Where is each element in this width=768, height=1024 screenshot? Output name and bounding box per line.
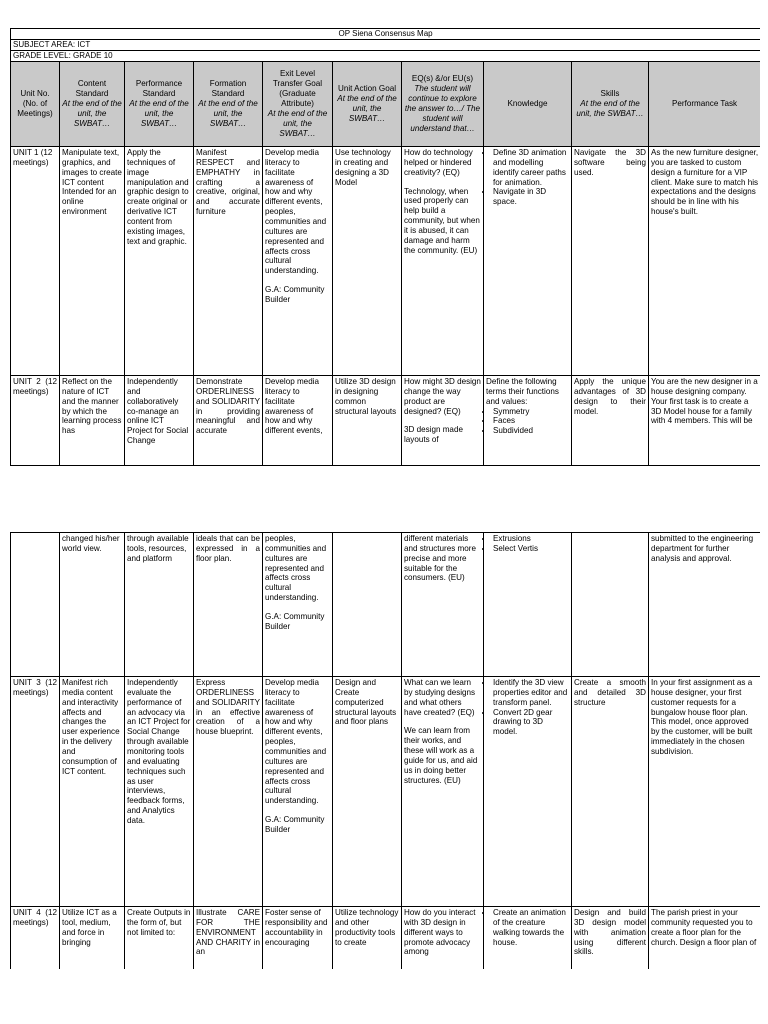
unit-3-performance: Independently evaluate the performance of an advocacy via an ICT Project for Social Change through available monitoring tools and evaluating techniques such as user interviews, feedback forms, and Analytics data. <box>125 677 194 907</box>
unit-4-task: The parish priest in your community requested you to create a floor plan for the church. Design a floor plan of <box>649 907 761 970</box>
unit-2-content-b: changed his/her world view. <box>60 533 125 677</box>
unit-3-formation: Express ORDERLINESS and SOLIDARITY in an effective creation of a house blueprint. <box>194 677 263 907</box>
unit-1-knowledge <box>484 147 572 376</box>
unit-1-task: As the new furniture designer, you are tasked to custom design a furniture for a VIP client. Make sure to match his expectations and the designs should be in line with his house's built. <box>649 147 761 376</box>
list-item: • Symmetry <box>493 407 569 417</box>
unit-3-exit: Develop media literacy to facilitate awareness of how and why different events, peoples, communities and cultures are represented and affects cross cultural understanding. G.A: Community Builder <box>263 677 333 907</box>
unit-1-action: Use technology in creating and designing a 3D Model <box>333 147 402 376</box>
unit-1-performance: Apply the techniques of image manipulation and graphic design to create original or derivative ICT content from existing images, text and graphic. <box>125 147 194 376</box>
unit-2-task-a: You are the new designer in a house designing company. Your first task is to create a 3D Model house for a family with 4 members. This will be <box>649 376 761 466</box>
unit-2-task-b: submitted to the engineering department for further analysis and approval. <box>649 533 761 677</box>
list-item: • Convert 2D gear drawing to 3D model. <box>493 708 569 738</box>
unit-1-skills: Navigate the 3D software being used. <box>572 147 649 376</box>
unit-2-knowledge-b <box>484 533 572 677</box>
page-2 <box>10 532 760 969</box>
unit-2-performance-b: through available tools, resources, and platform <box>125 533 194 677</box>
unit-1-row <box>11 147 761 376</box>
list-item: • Identify the 3D view properties editor and transform panel. <box>493 678 569 708</box>
consensus-map-table-page-2 <box>10 532 760 969</box>
unit-2-exit-b: peoples, communities and cultures are represented and affects cross cultural understanding. G.A: Community Builder <box>263 533 333 677</box>
unit-3-eq-eu: What can we learn by studying designs and what others have created? (EQ) We can learn from their works, and these will work as a guide for us, and aid us in doing better structures. (EU) <box>402 677 484 907</box>
unit-2-formation-b: ideals that can be expressed in a floor plan. <box>194 533 263 677</box>
unit-4-performance: Create Outputs in the form of, but not limited to: <box>125 907 194 970</box>
unit-3-action: Design and Create computerized structural layouts and floor plans <box>333 677 402 907</box>
map-title: OP Siena Consensus Map <box>11 29 761 40</box>
list-item: • Extrusions <box>493 534 569 544</box>
unit-4-skills: Design and build 3D design model with animation using different skills. <box>572 907 649 970</box>
unit-2-label: UNIT 2 (12 meetings) <box>11 376 60 466</box>
unit-2-row-part-1 <box>11 376 761 466</box>
unit-4-row <box>11 907 761 970</box>
subject-area: SUBJECT AREA: ICT <box>11 40 761 51</box>
unit-2-row-part-2 <box>11 533 761 677</box>
page-1 <box>10 28 760 466</box>
unit-4-exit: Foster sense of responsibility and accountability in encouraging <box>263 907 333 970</box>
unit-2-formation-a: Demonstrate ORDERLINESS and SOLIDARITY in providing meaningful and accurate <box>194 376 263 466</box>
header-skills: Skills At the end of the unit, the SWBAT… <box>572 62 649 147</box>
unit-3-label: UNIT 3 (12 meetings) <box>11 677 60 907</box>
header-unit-action-goal: Unit Action Goal At the end of the unit, the SWBAT… <box>333 62 402 147</box>
unit-1-formation: Manifest RESPECT and EMPHATHY in crafting a creative, original, and accurate furniture <box>194 147 263 376</box>
header-eq-eu: EQ(s) &/or EU(s) The student will continue to explore the answer to…/ The student will understand that… <box>402 62 484 147</box>
unit-3-skills: Create a smooth and detailed 3D structure <box>572 677 649 907</box>
unit-4-knowledge <box>484 907 572 970</box>
unit-2-knowledge-a: Define the following terms their functions and values: • Symmetry • Faces • Subdivided <box>484 376 572 466</box>
unit-4-content: Utilize ICT as a tool, medium, and force in bringing <box>60 907 125 970</box>
unit-1-content: Manipulate text, graphics, and images to create ICT content Intended for an online environment <box>60 147 125 376</box>
list-item: • Select Vertis <box>493 544 569 554</box>
header-exit-level-goal: Exit Level Transfer Goal (Graduate Attribute) At the end of the unit, the SWBAT… <box>263 62 333 147</box>
unit-4-eq: How do you interact with 3D design in different ways to promote advocacy among <box>402 907 484 970</box>
unit-4-label: UNIT 4 (12 meetings) <box>11 907 60 970</box>
list-item: • Create an animation of the creature walking towards the house. <box>493 908 569 947</box>
unit-2-content-a: Reflect on the nature of ICT and the manner by which the learning process has <box>60 376 125 466</box>
unit-2-skills: Apply the unique advantages of 3D design to their model. <box>572 376 649 466</box>
list-item: • Navigate in 3D space. <box>493 187 569 207</box>
unit-4-action: Utilize technology and other productivity tools to create <box>333 907 402 970</box>
unit-2-exit-a: Develop media literacy to facilitate awareness of how and why different events, <box>263 376 333 466</box>
list-item: • Subdivided <box>493 426 569 436</box>
unit-3-row <box>11 677 761 907</box>
header-unit: Unit No. (No. of Meetings) <box>11 62 60 147</box>
unit-2-eq-eu-a: How might 3D design change the way product are designed? (EQ) 3D design made layouts of <box>402 376 484 466</box>
unit-2-performance-a: Independently and collaboratively co-manage an online ICT Project for Social Change <box>125 376 194 466</box>
unit-4-formation: Illustrate CARE FOR THE ENVIRONMENT AND CHARITY in an <box>194 907 263 970</box>
header-row <box>11 62 761 147</box>
consensus-map-table-page-1 <box>10 28 760 466</box>
unit-1-eq-eu: How do technology helped or hindered creativity? (EQ) Technology, when used properly can help build a community, but when it is abused, it can damage and harm the community. (EU) <box>402 147 484 376</box>
unit-2-action: Utilize 3D design in designing common structural layouts <box>333 376 402 466</box>
unit-3-task: In your first assignment as a house designer, your first customer requests for a bungalow house floor plan. This model, once approved by the customer, will be built immediately in the chosen subdivision. <box>649 677 761 907</box>
header-performance-standard: Performance Standard At the end of the unit, the SWBAT… <box>125 62 194 147</box>
unit-3-content: Manifest rich media content and interactivity affects and changes the user experience in the delivery and consumption of ICT content. <box>60 677 125 907</box>
unit-3-knowledge <box>484 677 572 907</box>
grade-level: GRADE LEVEL: GRADE 10 <box>11 51 761 62</box>
header-knowledge: Knowledge <box>484 62 572 147</box>
unit-2-eq-eu-b: different materials and structures more precise and more suitable for the consumers. (EU) <box>402 533 484 677</box>
header-formation-standard: Formation Standard At the end of the unit, the SWBAT… <box>194 62 263 147</box>
list-item: • Define 3D animation and modelling identify career paths for animation. <box>493 148 569 187</box>
header-content-standard: Content Standard At the end of the unit, the SWBAT… <box>60 62 125 147</box>
list-item: • Faces <box>493 416 569 426</box>
unit-1-label: UNIT 1 (12 meetings) <box>11 147 60 376</box>
unit-1-exit: Develop media literacy to facilitate awareness of how and why different events, peoples, communities and cultures are represented and affects cross cultural understanding. G.A: Community Builder <box>263 147 333 376</box>
header-performance-task: Performance Task <box>649 62 761 147</box>
